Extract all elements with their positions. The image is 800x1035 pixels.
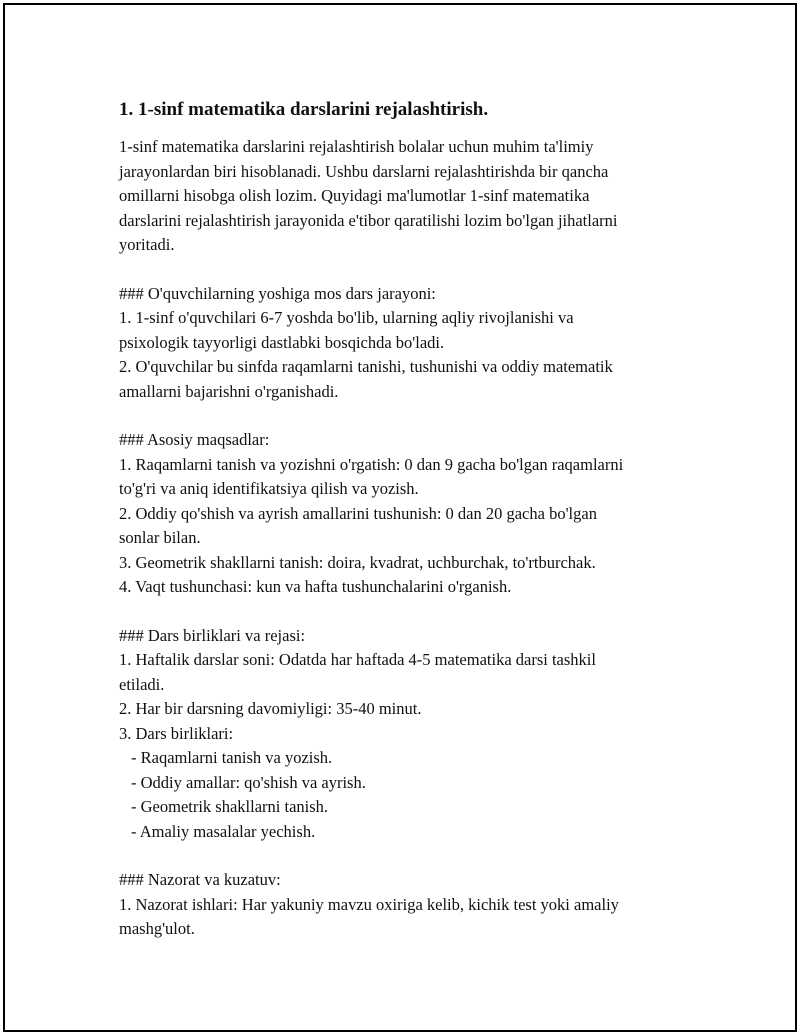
section-line: to'g'ri va aniq identifikatsiya qilish va yozish. [119,479,419,498]
section-assessment [119,868,699,942]
section-line: 3. Geometrik shakllarni tanish: doira, kvadrat, uchburchak, to'rtburchak. [119,552,596,572]
intro-line: yoritadi. [119,235,175,254]
intro-paragraph [119,135,699,258]
section-main-goals [119,428,699,600]
intro-line: jarayonlardan biri hisoblanadi. Ushbu darslarni rejalashtirishda bir qancha [119,161,609,181]
document-page [3,3,797,1032]
section-line: amallarni bajarishni o'rganishadi. [119,381,339,401]
section-line: mashg'ulot. [119,919,195,938]
document-title: 1. 1-sinf matematika darslarini rejalashtirish. [119,99,489,120]
section-line: 2. Oddiy qo'shish va ayrish amallarini tushunish: 0 dan 20 gacha bo'lgan [119,503,597,523]
section-line: 3. Dars birliklari: [119,723,234,743]
intro-line: omillarni hisobga olish lozim. Quyidagi ma'lumotlar 1-sinf matematika [119,186,590,205]
section-line: 1. Haftalik darslar soni: Odatda har haftada 4-5 matematika darsi tashkil [119,650,596,669]
section-line: 1. 1-sinf o'quvchilari 6-7 yoshda bo'lib, ularning aqliy rivojlanishi va [119,308,574,327]
section-line: 2. O'quvchilar bu sinfda raqamlarni tanishi, tushunishi va oddiy matematik [119,357,613,376]
section-line: sonlar bilan. [119,528,201,547]
sublist-item: - Geometrik shakllarni tanish. [131,797,329,816]
section-line: 1. Nazorat ishlari: Har yakuniy mavzu oxiriga kelib, kichik test yoki amaliy [119,894,619,914]
section-heading: ### Nazorat va kuzatuv: [119,870,281,889]
section-line: 2. Har bir darsning davomiyligi: 35-40 minut. [119,699,422,718]
section-line: 4. Vaqt tushunchasi: kun va hafta tushunchalarini o'rganish. [119,577,512,596]
section-heading: ### Dars birliklari va rejasi: [119,625,306,645]
section-heading: ### Asosiy maqsadlar: [119,430,270,449]
intro-line: 1-sinf matematika darslarini rejalashtirish bolalar uchun muhim ta'limiy [119,137,594,156]
section-lesson-units [119,624,699,845]
document-content [119,97,699,966]
section-age-appropriate [119,282,699,405]
intro-line: darslarini rejalashtirish jarayonida e'tibor qaratilishi lozim bo'lgan jihatlarni [119,210,618,230]
section-heading: ### O'quvchilarning yoshiga mos dars jarayoni: [119,283,436,303]
section-line: psixologik tayyorligi dastlabki bosqichda bo'ladi. [119,332,445,352]
sublist-item: - Amaliy masalalar yechish. [131,821,316,841]
section-line: etiladi. [119,674,165,694]
sublist-item: - Oddiy amallar: qo'shish va ayrish. [131,772,366,792]
sublist-item: - Raqamlarni tanish va yozish. [131,748,333,767]
section-line: 1. Raqamlarni tanish va yozishni o'rgatish: 0 dan 9 gacha bo'lgan raqamlarni [119,454,624,474]
